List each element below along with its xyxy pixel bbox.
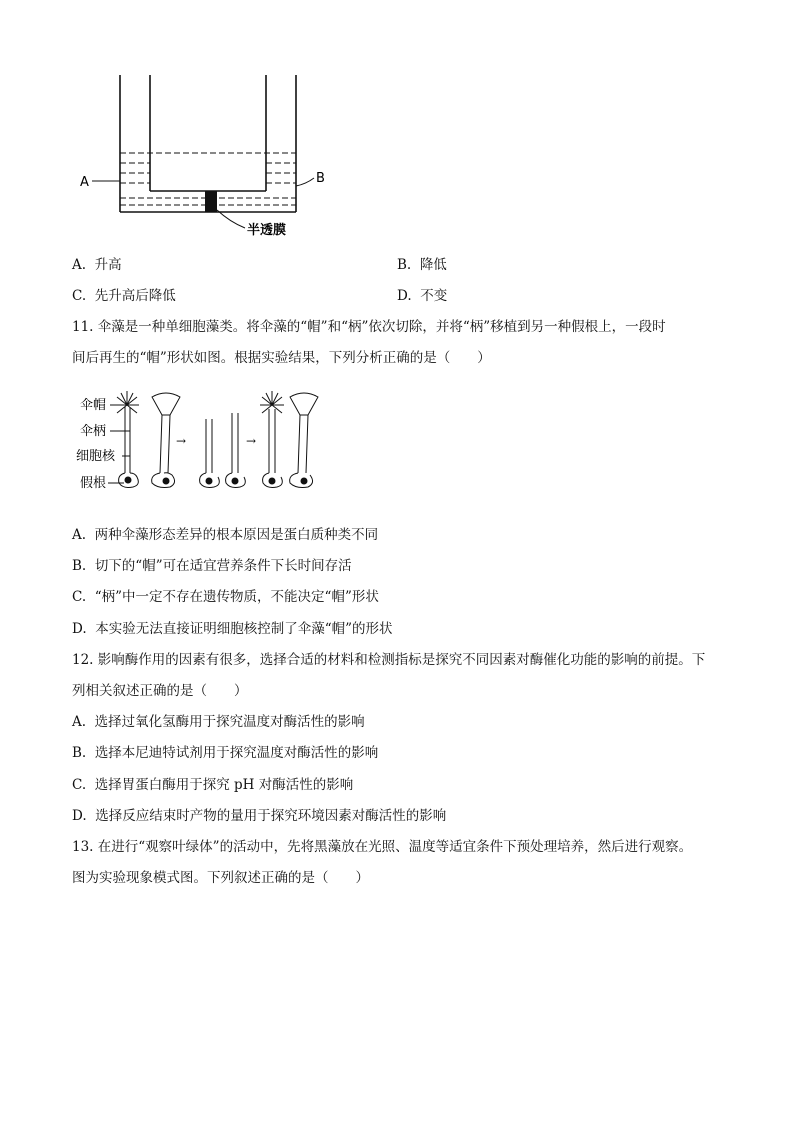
label-a: A — [80, 175, 89, 190]
q13-stem-line2: 图为实验现象模式图。下列叙述正确的是（ ） — [72, 870, 369, 886]
label-rhizoid: 假根 — [80, 476, 107, 491]
cell-3-stalk — [200, 419, 220, 488]
cell-6-regenerated-umbrella — [290, 393, 318, 488]
label-nucleus: 细胞核 — [76, 449, 116, 464]
semipermeable-membrane — [205, 191, 217, 212]
q10-option-a: A. 升高 — [72, 257, 122, 273]
q10-option-b: B. 降低 — [397, 257, 447, 273]
q12-option-b: B. 选择本尼迪特试剂用于探究温度对酶活性的影响 — [72, 745, 379, 761]
label-cap: 伞帽 — [80, 398, 107, 413]
q11-option-d: D. 本实验无法直接证明细胞核控制了伞藻“帽”的形状 — [72, 621, 393, 637]
q10-option-c: C. 先升高后降低 — [72, 288, 176, 304]
label-b: B — [316, 171, 325, 186]
q12-option-a: A. 选择过氧化氢酶用于探究温度对酶活性的影响 — [72, 714, 365, 730]
q11-option-c: C. “柄”中一定不存在遗传物质，不能决定“帽”形状 — [72, 589, 379, 605]
arrow-1-icon: → — [176, 434, 187, 448]
cell-1-feathery — [115, 391, 139, 488]
acetabularia-grafting-figure — [72, 385, 332, 500]
q10-option-d: D. 不变 — [397, 288, 448, 304]
q12-option-c: C. 选择胃蛋白酶用于探究 pH 对酶活性的影响 — [72, 777, 354, 793]
q12-option-d: D. 选择反应结束时产物的量用于探究环境因素对酶活性的影响 — [72, 808, 447, 824]
q13-stem-line1: 13. 在进行“观察叶绿体”的活动中，先将黑藻放在光照、温度等适宜条件下预处理培养，然后进行观察。 — [72, 839, 693, 855]
q12-stem-line1: 12. 影响酶作用的因素有很多，选择合适的材料和检测指标是探究不同因素对酶催化功能的影响的前提。下 — [72, 652, 706, 668]
q11-stem-line1: 11. 伞藻是一种单细胞藻类。将伞藻的“帽”和“柄”依次切除，并将“柄”移植到另一种假根上，一段时 — [72, 319, 666, 335]
q11-option-a: A. 两种伞藻形态差异的根本原因是蛋白质种类不同 — [72, 527, 379, 543]
q11-stem-line2: 间后再生的“帽”形状如图。根据实验结果，下列分析正确的是（ ） — [72, 350, 491, 366]
label-stalk: 伞柄 — [80, 424, 107, 439]
q12-stem-line2: 列相关叙述正确的是（ ） — [72, 683, 248, 699]
q11-option-b: B. 切下的“帽”可在适宜营养条件下长时间存活 — [72, 558, 352, 574]
osmosis-apparatus-figure — [70, 70, 330, 245]
cell-4-stalk — [226, 413, 246, 488]
label-b-leader — [296, 178, 314, 186]
membrane-label: 半透膜 — [247, 223, 287, 238]
arrow-2-icon: → — [246, 434, 257, 448]
cell-5-regenerated-feathery — [260, 391, 284, 488]
